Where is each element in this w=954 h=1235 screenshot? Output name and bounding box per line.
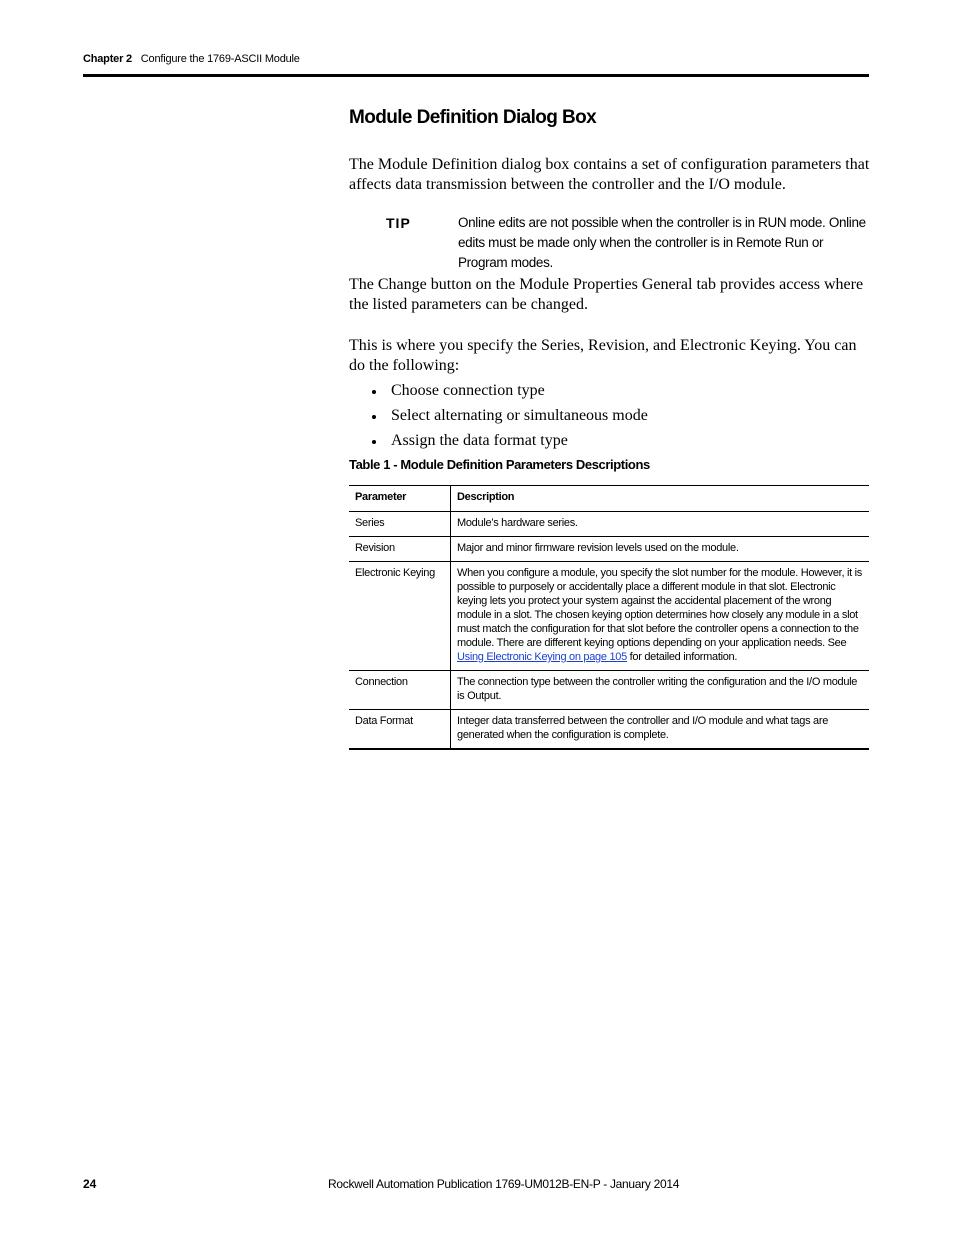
- tip-label: TIP: [386, 215, 411, 231]
- description-cell: [451, 562, 870, 671]
- header-divider: [83, 74, 869, 77]
- parameter-cell: Connection: [349, 671, 451, 710]
- description-cell: Major and minor firmware revision levels used on the module.: [457, 542, 739, 554]
- description-cell: Module’s hardware series.: [457, 517, 578, 529]
- table-row: [349, 562, 869, 671]
- table-row: [349, 512, 869, 537]
- tip-text: Online edits are not possible when the controller is in RUN mode. Online edits must be made only when the controller is in Remote Run or Program modes.: [458, 215, 866, 270]
- list-item-text: Choose connection type: [391, 382, 545, 399]
- parameters-table: [349, 485, 869, 750]
- table-row: [349, 537, 869, 562]
- intro-paragraph: The Module Definition dialog box contains a set of configuration parameters that affects data transmission between the controller and the I/O module.: [349, 156, 870, 193]
- table-row: [349, 671, 869, 710]
- bullet-icon: [372, 415, 376, 419]
- parameter-cell: Revision: [349, 537, 451, 562]
- table-header-row: [349, 486, 869, 512]
- chapter-title: Configure the 1769-ASCII Module: [140, 53, 300, 65]
- description-cell: The connection type between the controller writing the configuration and the I/O module is Output.: [457, 676, 858, 702]
- chapter-label: Chapter 2: [83, 53, 132, 65]
- header-parameter: Parameter: [349, 486, 451, 512]
- list-item-text: Select alternating or simultaneous mode: [391, 407, 648, 424]
- bullet-icon: [372, 390, 376, 394]
- electronic-keying-link[interactable]: Using Electronic Keying on page 105: [457, 651, 627, 663]
- page-number: 24: [83, 1177, 97, 1191]
- list-item: [349, 405, 648, 430]
- options-list: [349, 380, 648, 455]
- header-description: Description: [457, 491, 515, 503]
- parameter-cell: Data Format: [349, 710, 451, 750]
- description-text: When you configure a module, you specify the slot number for the module. However, it is possible to purposely or accidentally place a different module in that slot. Electronic keying lets you protect your system against the accidental placement of the wrong module in a slot. The chosen keying option determines how closely any module in a slot must match the configuration for that slot before the controller opens a connection to the module. There are different keying options depending on your application needs. See: [457, 567, 862, 649]
- description-cell: Integer data transferred between the controller and I/O module and what tags are generated when the configuration is complete.: [457, 715, 829, 741]
- section-title: Module Definition Dialog Box: [349, 107, 597, 128]
- list-item: [349, 430, 648, 455]
- table-row: [349, 710, 869, 750]
- publication-footer: Rockwell Automation Publication 1769-UM012B-EN-P - January 2014: [328, 1177, 680, 1191]
- description-text-after: for detailed information.: [626, 651, 738, 663]
- parameter-cell: Series: [349, 512, 451, 537]
- bullet-icon: [372, 440, 376, 444]
- list-item-text: Assign the data format type: [391, 432, 568, 449]
- table-caption: Table 1 - Module Definition Parameters Descriptions: [349, 457, 650, 472]
- running-header: [83, 53, 300, 65]
- specify-paragraph: This is where you specify the Series, Revision, and Electronic Keying. You can do the following:: [349, 337, 857, 374]
- change-button-paragraph: The Change button on the Module Properties General tab provides access where the listed parameters can be changed.: [349, 276, 864, 313]
- parameter-cell: Electronic Keying: [349, 562, 451, 671]
- list-item: [349, 380, 648, 405]
